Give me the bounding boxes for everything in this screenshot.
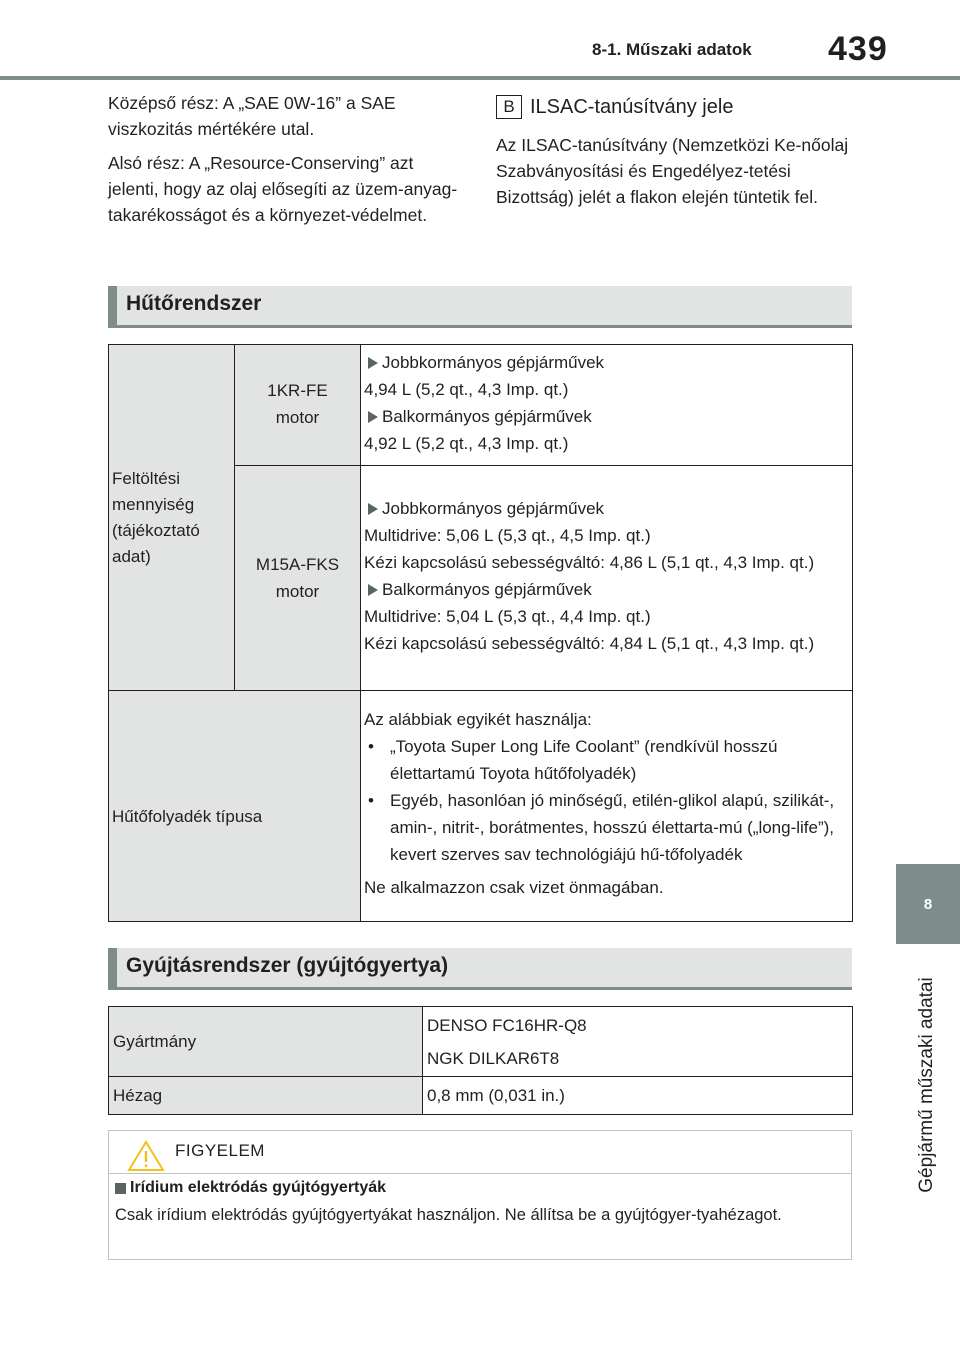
list-item (364, 787, 846, 868)
brand-label-cell (109, 1007, 423, 1077)
spec-line: Kézi kapcsolású sebességváltó: 4,84 L (5,1 qt., 4,3 Imp. qt.) (364, 634, 815, 653)
arrow-right-icon (368, 584, 378, 596)
spec-line: Kézi kapcsolású sebességváltó: 4,86 L (5,1 qt., 4,3 Imp. qt.) (364, 553, 815, 572)
arrow-right-icon (368, 503, 378, 515)
intro-paragraph: Középső rész: A „SAE 0W-16” a SAE viszkozitás mértékére utal. (108, 93, 396, 139)
coolant-type-label-cell (109, 691, 361, 922)
bullet-icon: • (368, 736, 374, 756)
gap-label-cell (109, 1077, 423, 1115)
engine-cell (235, 466, 361, 691)
section-title: 8-1. Műszaki adatok (592, 40, 752, 59)
square-bullet-icon (115, 1183, 126, 1194)
cooling-heading: Hűtőrendszer (126, 292, 262, 315)
gap-value: 0,8 mm (0,031 in.) (427, 1085, 565, 1105)
group-title: Jobbkormányos gépjárművek (382, 499, 605, 518)
chapter-number: 8 (923, 895, 933, 913)
page-number: 439 (828, 30, 888, 68)
ilsac-text: Az ILSAC-tanúsítvány (Nemzetközi Ke-nőolaj Szabványosítási és Engedélyez-tetési Bizottság) jelét a flakon elején tüntetik fel. (496, 135, 849, 207)
bullet-icon: • (368, 790, 374, 810)
spark-plug-model: NGK DILKAR6T8 (427, 1048, 560, 1068)
spec-line: 4,94 L (5,2 qt., 4,3 Imp. qt.) (364, 380, 569, 399)
capacity-label-cell (109, 345, 235, 691)
coolant-note: Ne alkalmazzon csak vizet önmagában. (364, 877, 664, 897)
ignition-table (108, 1006, 853, 1115)
coolant-option: Egyéb, hasonlóan jó minőségű, etilén-glikol alapú, szilikát-, amin-, nitrit-, borátmentes, hosszú élettarta-mú („long-life”), kevert szerves sav technológiájú hű-tőfolyadék (390, 790, 835, 864)
ilsac-heading-row (496, 94, 854, 120)
group-title: Jobbkormányos gépjárművek (382, 353, 605, 372)
capacity-label: Feltöltési mennyiség (tájékoztató adat) (112, 468, 200, 566)
caution-text: Csak irídium elektródás gyújtógyertyákat használjon. Ne állítsa be a gyújtógyer-tyahézagot. (115, 1206, 782, 1224)
caution-title: FIGYELEM (175, 1141, 265, 1160)
gap-label: Hézag (113, 1085, 163, 1105)
ignition-section-header (108, 948, 852, 990)
intro-paragraph: Alsó rész: A „Resource-Conserving” azt jelenti, hogy az olaj elősegíti az üzem-anyag-takarékosságot és a környezet-védelmet. (108, 153, 458, 225)
arrow-right-icon (368, 357, 378, 369)
chapter-title: Gépjármű műszaki adatai (916, 977, 937, 1193)
ignition-heading: Gyújtásrendszer (gyújtógyertya) (126, 954, 449, 977)
engine-cell (235, 345, 361, 466)
table-row (109, 345, 853, 466)
table-row (109, 1077, 853, 1115)
gap-value-cell (423, 1077, 853, 1115)
cooling-section-header (108, 286, 852, 328)
caution-header (109, 1131, 851, 1174)
intro-right-column (496, 94, 854, 210)
spec-line: 4,92 L (5,2 qt., 4,3 Imp. qt.) (364, 434, 569, 453)
ilsac-heading: ILSAC-tanúsítvány jele (530, 96, 734, 118)
header-divider (0, 76, 960, 80)
coolant-intro: Az alábbiak egyikét használja: (364, 709, 592, 729)
engine-spec-cell (361, 466, 853, 691)
coolant-option: „Toyota Super Long Life Coolant” (rendkívül hosszú élettartamú Toyota hűtőfolyadék) (390, 736, 778, 783)
engine-spec-cell (361, 345, 853, 466)
table-row (109, 691, 853, 922)
chapter-title-vertical (897, 950, 957, 1220)
spec-line: Multidrive: 5,06 L (5,3 qt., 4,5 Imp. qt.) (364, 526, 651, 545)
chapter-tab (896, 864, 960, 944)
list-item (364, 733, 846, 787)
callout-b-label: B (496, 95, 522, 119)
brand-value-cell (423, 1007, 853, 1077)
caution-box (108, 1130, 852, 1260)
group-title: Balkormányos gépjárművek (382, 580, 592, 599)
arrow-right-icon (368, 411, 378, 423)
cooling-table (108, 344, 853, 922)
intro-left-column (108, 90, 458, 236)
warning-triangle-icon (127, 1140, 165, 1172)
caution-subheading: Irídium elektródás gyújtógyertyák (130, 1179, 387, 1196)
brand-label: Gyártmány (113, 1031, 197, 1051)
engine-name: 1KR-FE motor (267, 381, 328, 427)
spark-plug-model: DENSO FC16HR-Q8 (427, 1015, 587, 1035)
engine-name: M15A-FKS motor (255, 555, 340, 601)
spec-line: Multidrive: 5,04 L (5,3 qt., 4,4 Imp. qt.) (364, 607, 651, 626)
group-title: Balkormányos gépjárművek (382, 407, 592, 426)
table-row (109, 1007, 853, 1077)
coolant-type-label: Hűtőfolyadék típusa (112, 807, 263, 826)
coolant-type-spec-cell (361, 691, 853, 922)
caution-subheading-row (115, 1179, 386, 1197)
